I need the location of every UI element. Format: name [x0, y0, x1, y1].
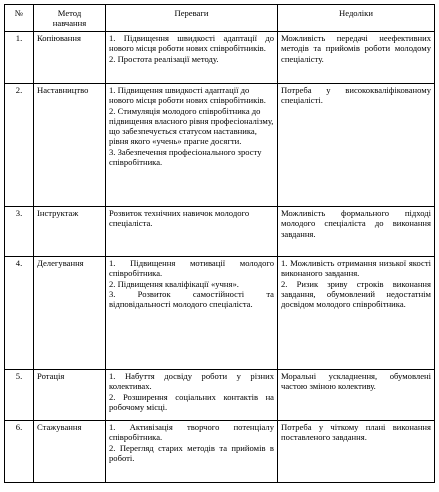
advantages-cell: 1. Підвищення швидкості адаптації до нового місця роботи нових співробітників. 2. Стимуляція молодого співробітника до підвищення власного рівня професіоналізму, що забезпечується статусом наставника, рівня якого «учень» прагне досягти. 3. Забезпечення професіонального зросту співробітника.	[106, 84, 278, 207]
header-number: №	[5, 5, 34, 32]
header-method: Метод навчання	[34, 5, 106, 32]
method-name: Ротація	[34, 370, 106, 421]
advantages-cell: 1. Активізація творчого потенціалу співробітника. 2. Перегляд старих методів та прийомів в роботі.	[106, 421, 278, 483]
advantages-cell: 1. Набуття досвіду роботи у різних колективах. 2. Розширення соціальних контактів на робочому місці.	[106, 370, 278, 421]
disadvantages-cell: Потреба у чіткому плані виконання поставленого завдання.	[278, 421, 435, 483]
row-number: 1.	[5, 32, 34, 84]
table-row	[5, 421, 435, 483]
training-methods-table	[4, 4, 435, 483]
table-row	[5, 84, 435, 207]
row-number: 5.	[5, 370, 34, 421]
disadvantages-cell: Потреба у висококваліфікованому спеціалісті.	[278, 84, 435, 207]
disadvantages-cell: Можливість формального підході молодого спеціаліста до виконання завдання.	[278, 207, 435, 257]
table-header-row	[5, 5, 435, 32]
header-disadvantages: Недоліки	[278, 5, 435, 32]
advantages-cell: 1. Підвищення мотивації молодого співробітника. 2. Підвищення кваліфікації «учня». 3. Розвиток самостійності та відповідальності молодого спеціаліста.	[106, 257, 278, 370]
advantages-cell: 1. Підвищення швидкості адаптації до нового місця роботи нових співробітників. 2. Простота реалізації методу.	[106, 32, 278, 84]
disadvantages-cell: Моральні ускладнення, обумовлені частою зміною колективу.	[278, 370, 435, 421]
disadvantages-cell: 1. Можливість отримання низької якості виконаного завдання. 2. Ризик зриву строків виконання завдання, обумовлений недостатнім досвідом молодого співробітника.	[278, 257, 435, 370]
table-row	[5, 257, 435, 370]
table-row	[5, 370, 435, 421]
table-row	[5, 32, 435, 84]
method-name: Делегування	[34, 257, 106, 370]
method-name: Наставництво	[34, 84, 106, 207]
method-name: Стажування	[34, 421, 106, 483]
row-number: 4.	[5, 257, 34, 370]
row-number: 6.	[5, 421, 34, 483]
method-name: Інструктаж	[34, 207, 106, 257]
table-row	[5, 207, 435, 257]
header-advantages: Переваги	[106, 5, 278, 32]
advantages-cell: Розвиток технічних навичок молодого спеціаліста.	[106, 207, 278, 257]
row-number: 2.	[5, 84, 34, 207]
method-name: Копіювання	[34, 32, 106, 84]
row-number: 3.	[5, 207, 34, 257]
disadvantages-cell: Можливість передачі неефективних методів та прийомів роботи молодому спеціалісту.	[278, 32, 435, 84]
